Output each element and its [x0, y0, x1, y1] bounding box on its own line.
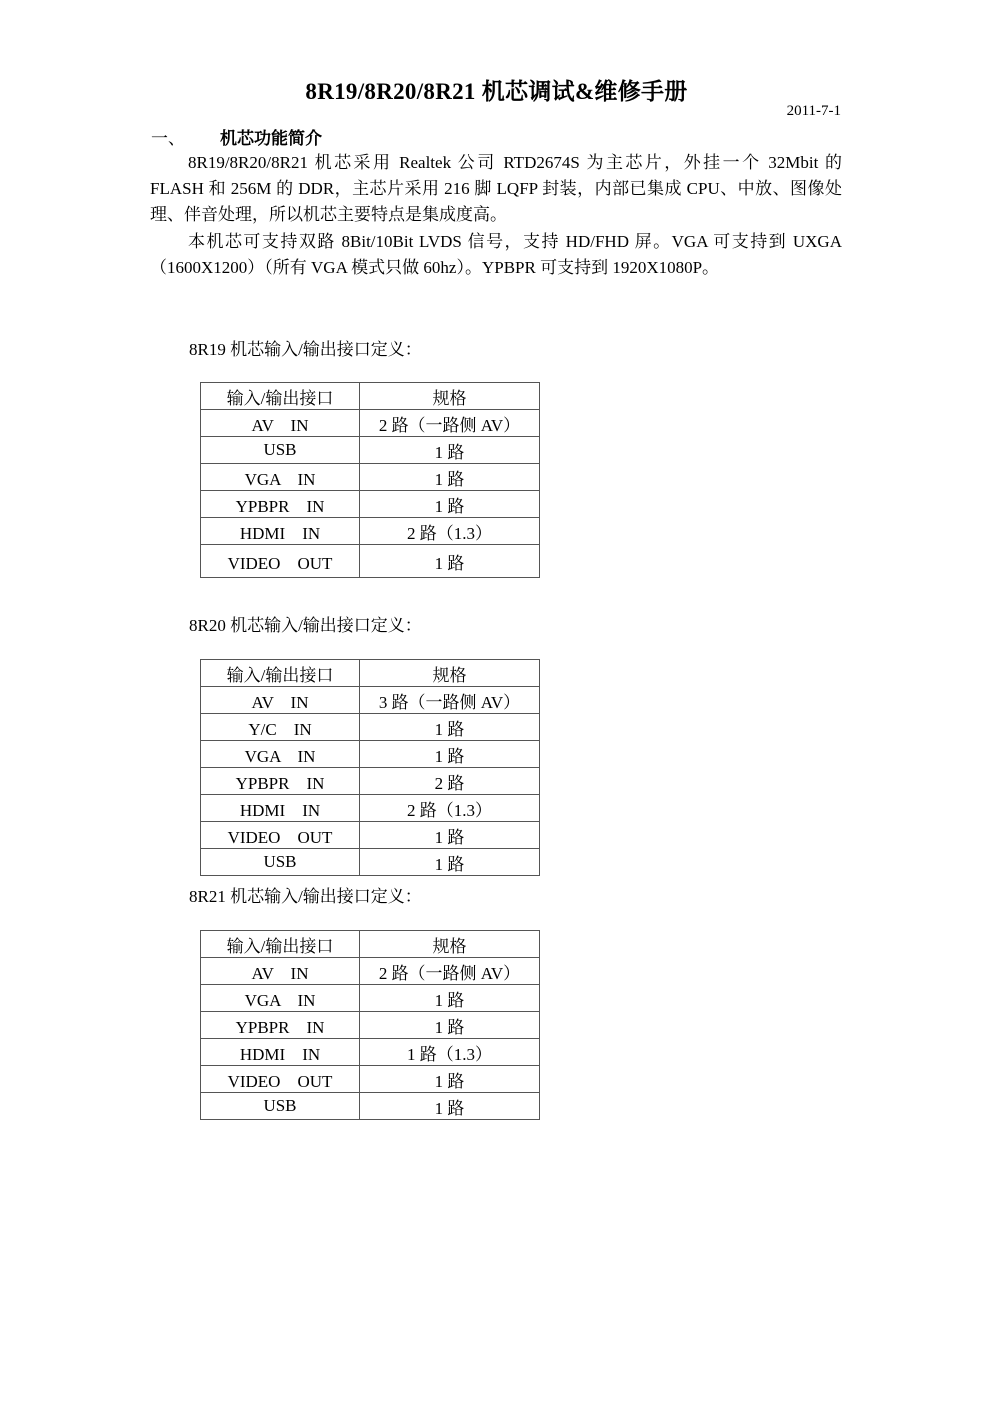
cell-spec: 1 路	[360, 849, 540, 876]
cell-interface: YPBPR IN	[201, 491, 360, 518]
section-heading	[151, 124, 322, 149]
header-spec: 规格	[360, 383, 540, 410]
table-row	[201, 410, 540, 437]
header-interface: 输入/输出接口	[201, 383, 360, 410]
table-row	[201, 985, 540, 1012]
table-label-8r20: 8R20 机芯输入/输出接口定义：	[189, 616, 422, 635]
cell-interface: VIDEO OUT	[201, 545, 360, 578]
header-spec: 规格	[360, 660, 540, 687]
cell-spec: 1 路	[360, 714, 540, 741]
intro-paragraph: 8R19/8R20/8R21 机芯采用 Realtek 公司 RTD2674S 为主芯片，外挂一个 32Mbit 的 FLASH 和 256M 的 DDR，主芯片采用 216 脚 LQFP 封装，内部已集成 CPU、中放、图像处理、伴音处理，所以机芯主要特点是集成度高。	[150, 153, 842, 224]
table-header-row	[201, 660, 540, 687]
cell-interface: HDMI IN	[201, 795, 360, 822]
table-row	[201, 741, 540, 768]
table-label-8r21: 8R21 机芯输入/输出接口定义：	[189, 887, 422, 906]
cell-interface: AV IN	[201, 687, 360, 714]
cell-spec: 1 路（1.3）	[360, 1039, 540, 1066]
table-row	[201, 518, 540, 545]
table-row	[201, 768, 540, 795]
table-row	[201, 795, 540, 822]
cell-spec: 1 路	[360, 1012, 540, 1039]
cell-interface: Y/C IN	[201, 714, 360, 741]
table-row	[201, 1039, 540, 1066]
spec-paragraph: 本机芯可支持双路 8Bit/10Bit LVDS 信号，支持 HD/FHD 屏。VGA 可支持到 UXGA（1600X1200）（所有 VGA 模式只做 60hz）。YPBPR 可支持到 1920X1080P。	[150, 232, 842, 277]
cell-spec: 2 路（一路侧 AV）	[360, 958, 540, 985]
table-row	[201, 491, 540, 518]
cell-interface: VGA IN	[201, 464, 360, 491]
table-row	[201, 714, 540, 741]
table-row	[201, 849, 540, 876]
cell-spec: 1 路	[360, 545, 540, 578]
cell-spec: 1 路	[360, 741, 540, 768]
header-interface: 输入/输出接口	[201, 660, 360, 687]
table-header-row	[201, 383, 540, 410]
table-label-8r19: 8R19 机芯输入/输出接口定义：	[189, 340, 422, 359]
io-table-8r21	[200, 930, 540, 1120]
document-date: 2011-7-1	[786, 103, 841, 119]
table-row	[201, 1066, 540, 1093]
table-row	[201, 1012, 540, 1039]
cell-spec: 1 路	[360, 985, 540, 1012]
cell-interface: AV IN	[201, 958, 360, 985]
cell-interface: USB	[201, 1093, 360, 1120]
cell-interface: VGA IN	[201, 985, 360, 1012]
cell-spec: 2 路（一路侧 AV）	[360, 410, 540, 437]
cell-spec: 1 路	[360, 491, 540, 518]
document-title: 8R19/8R20/8R21 机芯调试&维修手册	[305, 79, 688, 104]
table-row	[201, 464, 540, 491]
cell-interface: HDMI IN	[201, 518, 360, 545]
cell-interface: VIDEO OUT	[201, 822, 360, 849]
cell-interface: YPBPR IN	[201, 768, 360, 795]
cell-interface: VGA IN	[201, 741, 360, 768]
cell-interface: HDMI IN	[201, 1039, 360, 1066]
cell-interface: USB	[201, 437, 360, 464]
cell-spec: 1 路	[360, 1093, 540, 1120]
cell-spec: 1 路	[360, 437, 540, 464]
table-row	[201, 545, 540, 578]
table-row	[201, 1093, 540, 1120]
cell-interface: USB	[201, 849, 360, 876]
section-number: 一、	[151, 129, 185, 148]
io-table-8r20	[200, 659, 540, 876]
io-table-8r19	[200, 382, 540, 578]
cell-spec: 2 路（1.3）	[360, 518, 540, 545]
cell-interface: YPBPR IN	[201, 1012, 360, 1039]
cell-spec: 3 路（一路侧 AV）	[360, 687, 540, 714]
table-row	[201, 437, 540, 464]
header-spec: 规格	[360, 931, 540, 958]
cell-spec: 1 路	[360, 1066, 540, 1093]
cell-spec: 1 路	[360, 464, 540, 491]
cell-spec: 2 路（1.3）	[360, 795, 540, 822]
table-row	[201, 822, 540, 849]
header-interface: 输入/输出接口	[201, 931, 360, 958]
section-title: 机芯功能简介	[220, 129, 322, 148]
cell-spec: 2 路	[360, 768, 540, 795]
cell-interface: VIDEO OUT	[201, 1066, 360, 1093]
table-header-row	[201, 931, 540, 958]
table-row	[201, 958, 540, 985]
cell-interface: AV IN	[201, 410, 360, 437]
cell-spec: 1 路	[360, 822, 540, 849]
table-row	[201, 687, 540, 714]
